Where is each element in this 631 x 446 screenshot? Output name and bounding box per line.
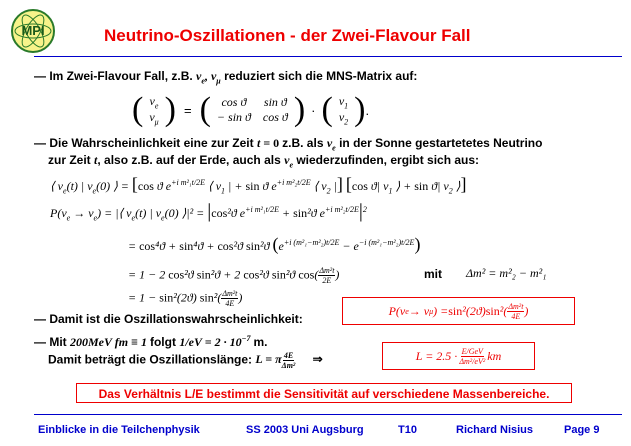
page-title: Neutrino-Oszillationen - der Zwei-Flavour Fall	[104, 26, 471, 45]
footer-semester: SS 2003 Uni Augsburg	[246, 424, 364, 436]
line-5: — Mit 200MeV fm ≡ 1 folgt $1/eV = 2 \cdot 10^{-7}$ m.	[34, 334, 268, 349]
line-4: — Damit ist die Oszillationswahrscheinlichkeit:	[34, 312, 303, 326]
highlight-statement: Das Verhältnis L/E bestimmt die Sensitivität auf verschiedene Massenbereiche.	[76, 383, 572, 403]
equation-cos: = 1 − 2 cos²ϑ sin²ϑ + 2 cos²ϑ sin²ϑ cos( $\frac{\text{Δm²t}}{2E}$ )	[128, 266, 340, 285]
footer-author: Richard Nisius	[456, 424, 534, 436]
mit-label: mit	[424, 267, 442, 281]
line-2: — Die Wahrscheinlichkeit eine zur Zeit t = 0 z.B. als $\nu_e$ in der Sonne gestartetetes Neutrino	[34, 136, 543, 153]
footer-page: Page 9	[564, 424, 600, 436]
line-6: Damit beträgt die Oszillationslänge: L = π $\frac{4E}{\text{Δm²}}$ ⇒	[48, 351, 323, 370]
top-rule	[34, 56, 622, 57]
equation-amplitude: ⟨ $\nu_e(t)$ | $\nu_e(0)$ ⟩ = [cos ϑ $e^{+i m^2_1t/2E}$ ⟨ $\nu_1$ | + sin ϑ $e^{+i m^2_2t/2E}$ ⟨ $\nu_2$ |] [cos ϑ| $\nu_1$ ⟩ + sin ϑ| $\nu_2$ ⟩]	[50, 174, 467, 196]
bottom-rule	[34, 414, 622, 415]
line-1-after: reduziert sich die MNS-Matrix auf:	[224, 69, 418, 83]
footer-course: Einblicke in die Teilchenphysik	[38, 424, 200, 436]
footer-code: T10	[398, 424, 417, 436]
oscillation-probability-box: P(ν e → ν μ ) = sin ²(2ϑ) sin ²( $\frac{\text{Δm²t}}{4E}$ )	[342, 297, 575, 325]
line-3: zur Zeit t, also z.B. auf der Erde, auch als $\nu_e$ wiederzufinden, ergibt sich aus:	[48, 153, 480, 170]
equation-expanded: = cos⁴ϑ + sin⁴ϑ + cos²ϑ sin²ϑ $(e^{+i (m^2_1-m^2_2)t/2E} - e^{-i (m^2_1-m^2_2)t/2E})$	[128, 234, 421, 254]
equation-sin: = 1 − sin²(2ϑ) sin²( $\frac{\text{Δm²t}}{4E}$ )	[128, 289, 243, 308]
oscillation-length-box: L = 2.5 · $\frac{\text{E/GeV}}{\text{Δm²/eV²}}$ km	[382, 342, 535, 370]
mns-matrix-equation: ( $\nu_e$ $\nu_\mu$ ) = ( cos ϑ sin ϑ − sin ϑ cos ϑ ) · ( $\nu_1$ $\nu_2$ ) .	[132, 91, 370, 128]
mpi-logo	[10, 8, 56, 54]
equation-probability: $P(\nu_e \to \nu_e)$ = |⟨ $\nu_e(t)$ | $\nu_e(0)$ ⟩|² = |cos²ϑ $e^{+i m^2_1t/2E} + \sin^2ϑ$ $e^{+i m^2_2t/2E}|^2$	[50, 200, 367, 223]
equation-delta-m: Δm² = m²₂ − m²₁	[466, 266, 547, 280]
mns-matrix: cos ϑ sin ϑ − sin ϑ cos ϑ	[216, 95, 288, 124]
line-1-text: Im Zwei-Flavour Fall, z.B.	[49, 69, 193, 83]
line-1: — Im Zwei-Flavour Fall, z.B. $\nu_e$, $\nu_\mu$ reduziert sich die MNS-Matrix auf:	[34, 69, 418, 86]
logo-text: MPI	[21, 23, 45, 38]
